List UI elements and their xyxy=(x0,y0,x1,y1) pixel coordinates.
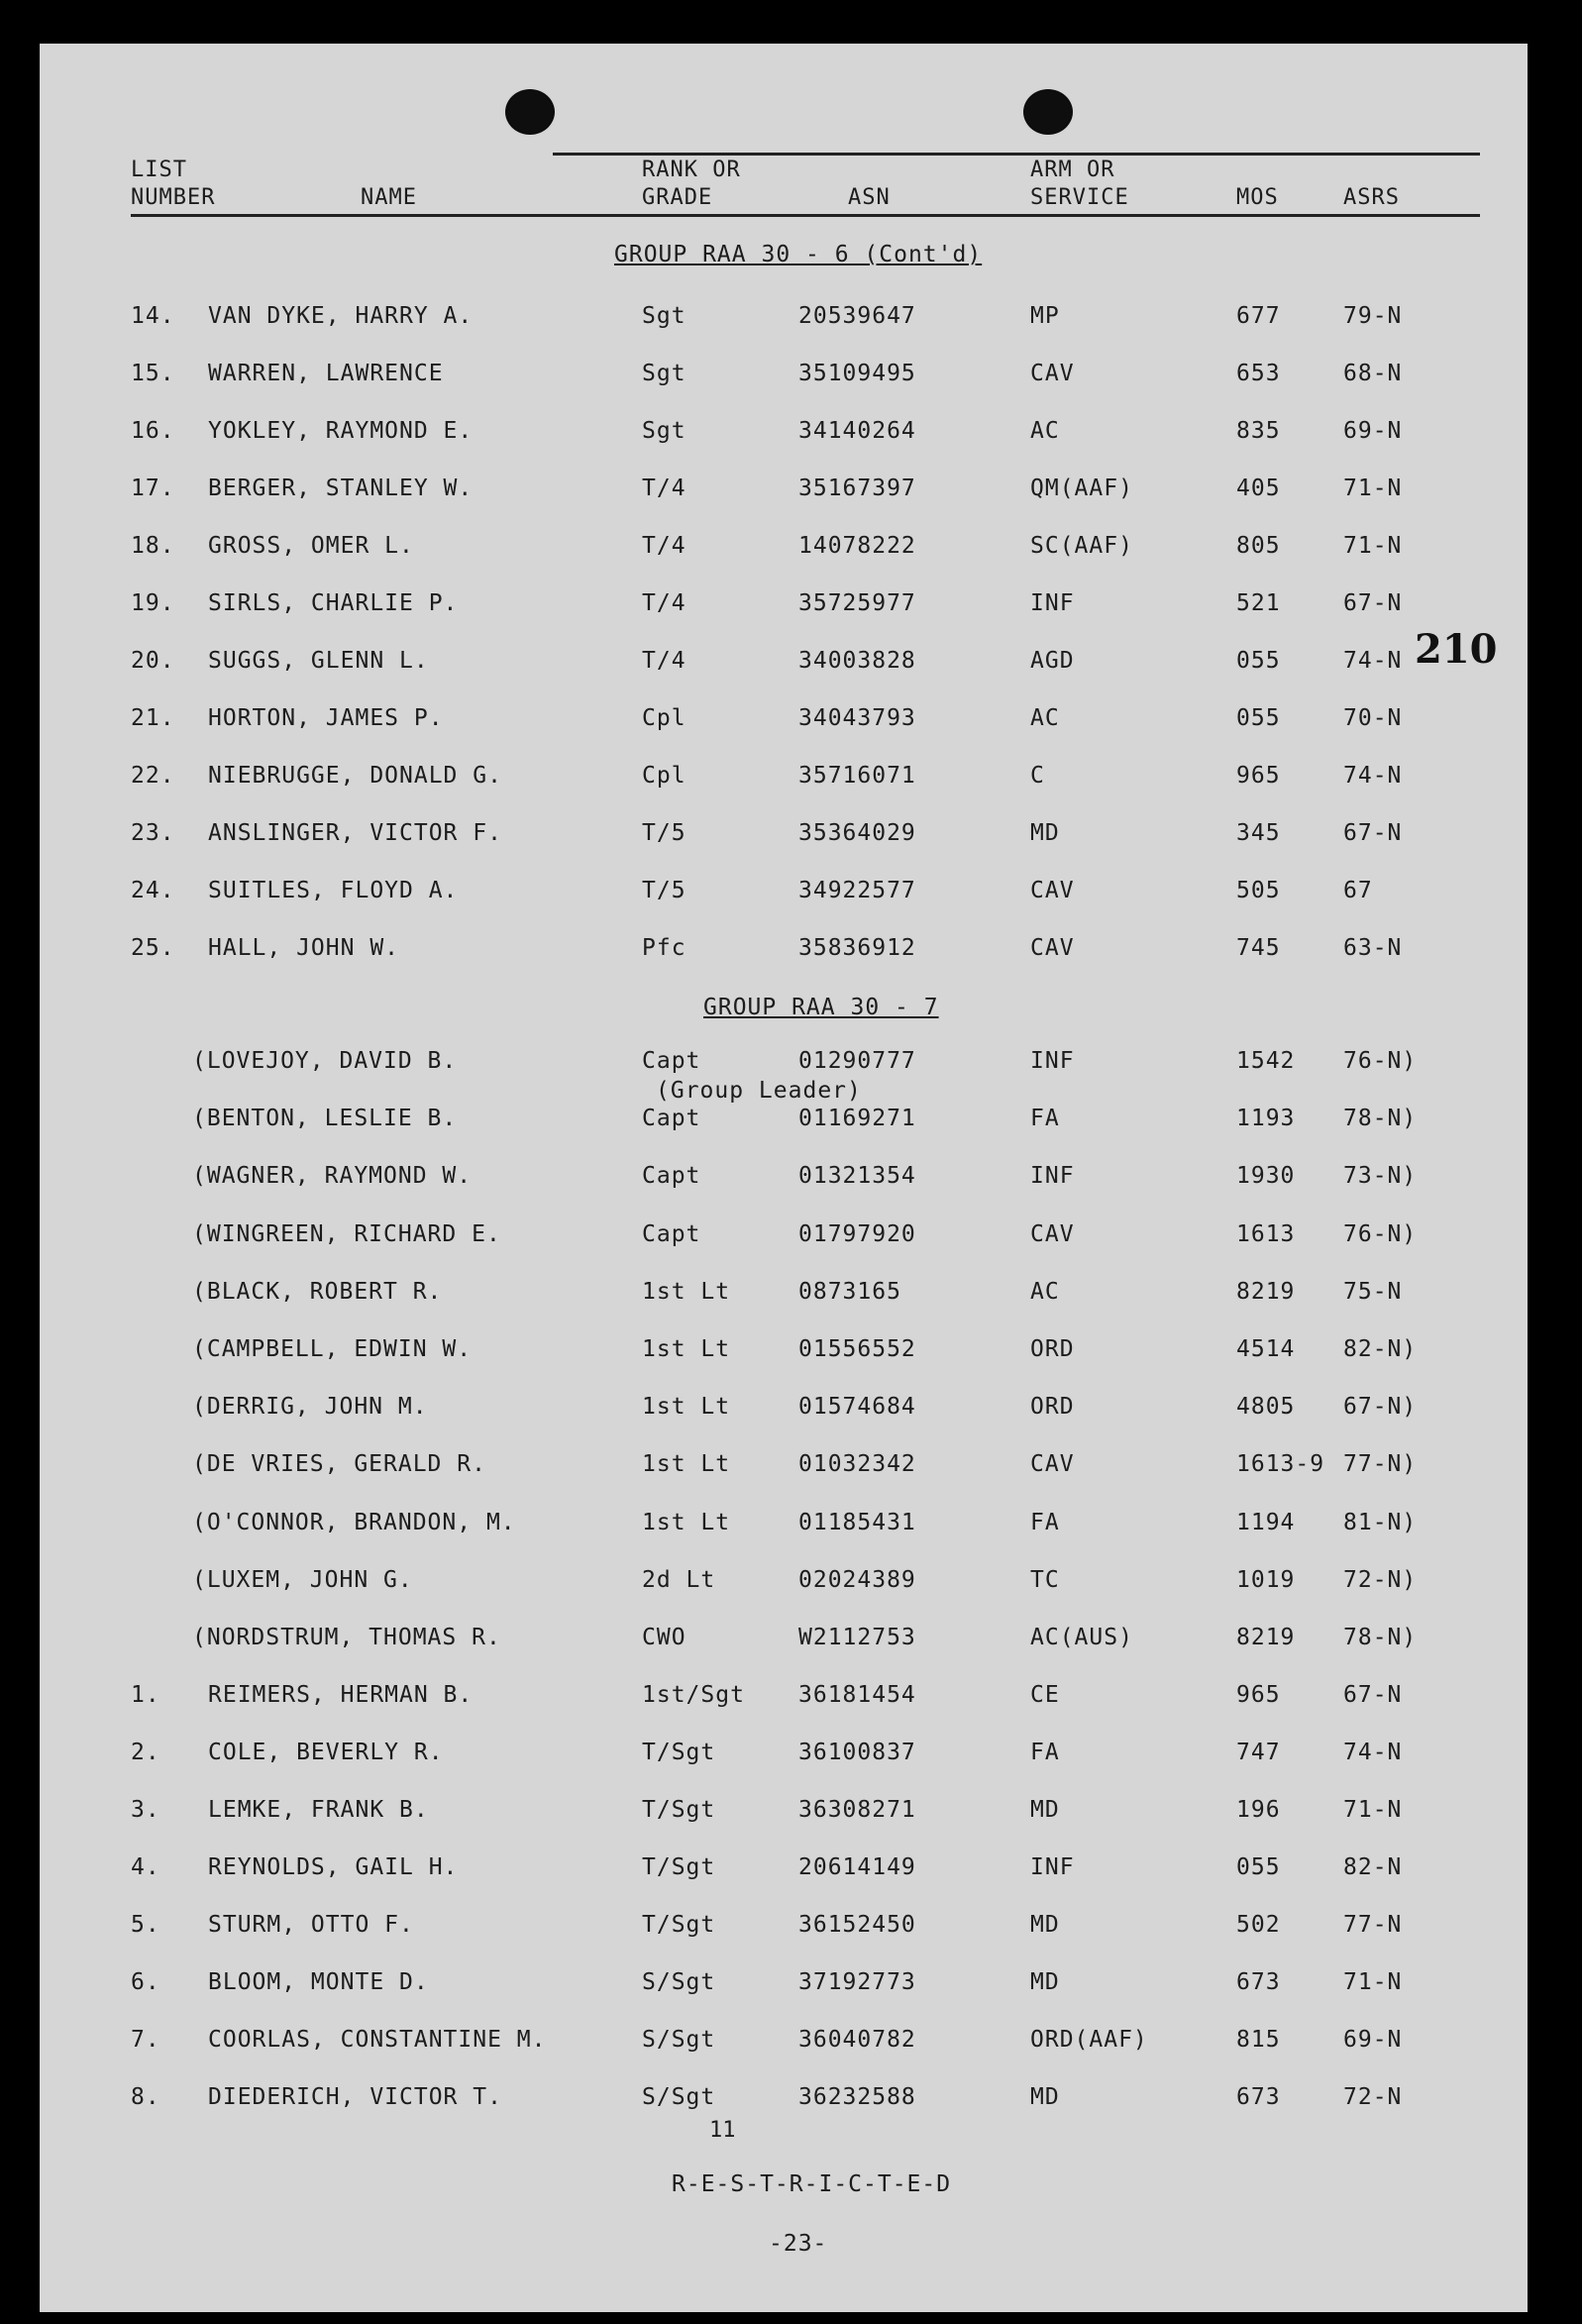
cell-asrs: 76-N) xyxy=(1343,1220,1418,1247)
cell-name: (WINGREEN, RICHARD E. xyxy=(192,1220,501,1247)
cell-name: BLOOM, MONTE D. xyxy=(208,1969,429,1995)
cell-arm: AGD xyxy=(1030,648,1075,674)
cell-asn: 02024389 xyxy=(798,1566,916,1593)
cell-rank: Cpl xyxy=(642,705,686,731)
cell-name: (DE VRIES, GERALD R. xyxy=(192,1451,486,1478)
cell-asrs: 67 xyxy=(1343,878,1373,903)
handwritten-mark: 11 xyxy=(709,2118,736,2143)
cell-rank: T/5 xyxy=(642,820,686,846)
cell-arm: CAV xyxy=(1030,878,1075,903)
table-row xyxy=(40,705,1528,745)
cell-asn: 36152450 xyxy=(798,1912,916,1938)
cell-mos: 055 xyxy=(1236,1854,1281,1880)
punch-hole xyxy=(1023,89,1073,135)
cell-num: 25. xyxy=(131,935,175,961)
cell-asn: 0873165 xyxy=(798,1278,901,1305)
cell-asn: 35364029 xyxy=(798,820,916,846)
header-asrs: ASRS xyxy=(1343,185,1400,210)
cell-asrs: 67-N) xyxy=(1343,1394,1418,1421)
cell-arm: C xyxy=(1030,763,1045,789)
cell-mos: 1194 xyxy=(1236,1509,1296,1535)
table-row xyxy=(40,1163,1528,1203)
cell-asrs: 71-N xyxy=(1343,1797,1403,1823)
cell-name: (NORDSTRUM, THOMAS R. xyxy=(192,1625,501,1650)
table-row xyxy=(40,1854,1528,1894)
cell-arm: MP xyxy=(1030,303,1060,329)
cell-asrs: 67-N xyxy=(1343,590,1403,616)
cell-asn: 35836912 xyxy=(798,935,916,961)
cell-asrs: 77-N) xyxy=(1343,1451,1418,1478)
table-row xyxy=(40,763,1528,802)
cell-name: DIEDERICH, VICTOR T. xyxy=(208,2084,502,2110)
cell-asrs: 71-N xyxy=(1343,533,1403,559)
table-row xyxy=(40,820,1528,860)
cell-rank: T/4 xyxy=(642,533,686,559)
header-rank: RANK OR GRADE xyxy=(642,158,741,210)
cell-name: (BENTON, LESLIE B. xyxy=(192,1106,458,1132)
cell-rank: T/Sgt xyxy=(642,1854,716,1880)
table-row xyxy=(40,878,1528,917)
group-title-raa-30-7: GROUP RAA 30 - 7 xyxy=(703,995,939,1020)
cell-asn: 01185431 xyxy=(798,1509,916,1535)
cell-rank: S/Sgt xyxy=(642,2084,716,2110)
table-row xyxy=(40,475,1528,515)
cell-rank: 1st Lt xyxy=(642,1336,731,1362)
cell-name: (LUXEM, JOHN G. xyxy=(192,1566,413,1593)
cell-rank: 1st Lt xyxy=(642,1278,731,1305)
document-page xyxy=(40,44,1528,2312)
cell-mos: 1613-9 xyxy=(1236,1451,1325,1478)
cell-mos: 745 xyxy=(1236,935,1281,961)
cell-rank: T/4 xyxy=(642,475,686,501)
cell-mos: 673 xyxy=(1236,2084,1281,2110)
cell-num: 19. xyxy=(131,590,175,616)
cell-asn: 35109495 xyxy=(798,361,916,386)
cell-asn: 37192773 xyxy=(798,1969,916,1995)
cell-num: 17. xyxy=(131,475,175,501)
cell-asrs: 72-N xyxy=(1343,2084,1403,2110)
table-row xyxy=(40,1912,1528,1952)
cell-arm: AC xyxy=(1030,1278,1060,1305)
table-row xyxy=(40,1279,1528,1319)
table-row xyxy=(40,418,1528,458)
cell-arm: INF xyxy=(1030,1048,1075,1074)
cell-asrs: 82-N xyxy=(1343,1854,1403,1880)
cell-rank: 1st Lt xyxy=(642,1394,731,1421)
cell-mos: 521 xyxy=(1236,590,1281,616)
cell-name: SUITLES, FLOYD A. xyxy=(208,878,459,903)
table-row xyxy=(40,1106,1528,1145)
cell-name: COLE, BEVERLY R. xyxy=(208,1740,444,1765)
cell-name: HORTON, JAMES P. xyxy=(208,705,444,731)
cell-asn: 34003828 xyxy=(798,648,916,674)
cell-rank: T/4 xyxy=(642,648,686,674)
cell-arm: AC xyxy=(1030,418,1060,444)
table-row xyxy=(40,935,1528,975)
cell-name: COORLAS, CONSTANTINE M. xyxy=(208,2027,547,2053)
cell-asrs: 78-N) xyxy=(1343,1106,1418,1132)
cell-name: REIMERS, HERMAN B. xyxy=(208,1682,474,1708)
table-row xyxy=(40,303,1528,343)
cell-rank: S/Sgt xyxy=(642,1969,716,1995)
cell-mos: 405 xyxy=(1236,475,1281,501)
cell-mos: 965 xyxy=(1236,763,1281,789)
cell-asn: W2112753 xyxy=(798,1625,916,1650)
cell-num: 14. xyxy=(131,303,175,329)
table-row xyxy=(40,1510,1528,1549)
cell-asn: 01032342 xyxy=(798,1451,916,1478)
cell-rank: 1st Lt xyxy=(642,1451,731,1478)
cell-arm: MD xyxy=(1030,1969,1060,1995)
cell-name: SIRLS, CHARLIE P. xyxy=(208,590,459,616)
cell-mos: 673 xyxy=(1236,1969,1281,1995)
cell-mos: 8219 xyxy=(1236,1278,1296,1305)
cell-asn: 34043793 xyxy=(798,705,916,731)
cell-asrs: 63-N xyxy=(1343,935,1403,961)
cell-asn: 01574684 xyxy=(798,1394,916,1421)
cell-num: 8. xyxy=(131,2084,160,2110)
cell-rank: Sgt xyxy=(642,361,686,386)
cell-asrs: 78-N) xyxy=(1343,1625,1418,1650)
cell-mos: 1613 xyxy=(1236,1220,1296,1247)
cell-arm: ORD xyxy=(1030,1394,1075,1421)
table-row xyxy=(40,1567,1528,1607)
cell-arm: FA xyxy=(1030,1740,1060,1765)
cell-name: (LOVEJOY, DAVID B. xyxy=(192,1048,458,1074)
cell-mos: 1542 xyxy=(1236,1048,1296,1074)
cell-arm: SC(AAF) xyxy=(1030,533,1133,559)
cell-name: GROSS, OMER L. xyxy=(208,533,414,559)
cell-mos: 8219 xyxy=(1236,1625,1296,1650)
table-row xyxy=(40,1625,1528,1664)
cell-arm: CAV xyxy=(1030,1220,1075,1247)
cell-arm: MD xyxy=(1030,1797,1060,1823)
cell-name: SUGGS, GLENN L. xyxy=(208,648,429,674)
cell-name: YOKLEY, RAYMOND E. xyxy=(208,418,474,444)
cell-asn: 35167397 xyxy=(798,475,916,501)
cell-asrs: 75-N xyxy=(1343,1278,1403,1305)
table-row xyxy=(40,1394,1528,1433)
table-row xyxy=(40,1969,1528,2009)
cell-arm: INF xyxy=(1030,590,1075,616)
cell-asrs: 67-N xyxy=(1343,1682,1403,1708)
cell-name: (WAGNER, RAYMOND W. xyxy=(192,1163,473,1190)
cell-arm: AC(AUS) xyxy=(1030,1625,1133,1650)
cell-arm: FA xyxy=(1030,1106,1060,1132)
cell-rank: T/4 xyxy=(642,590,686,616)
cell-arm: QM(AAF) xyxy=(1030,475,1133,501)
table-row xyxy=(40,2027,1528,2066)
cell-asn: 34140264 xyxy=(798,418,916,444)
cell-asrs: 68-N xyxy=(1343,361,1403,386)
cell-mos: 1193 xyxy=(1236,1106,1296,1132)
cell-arm: ORD xyxy=(1030,1336,1075,1362)
cell-num: 3. xyxy=(131,1797,160,1823)
cell-num: 1. xyxy=(131,1682,160,1708)
cell-mos: 055 xyxy=(1236,705,1281,731)
cell-rank: Capt xyxy=(642,1163,701,1190)
cell-name: (O'CONNOR, BRANDON, M. xyxy=(192,1509,516,1535)
cell-asn: 36181454 xyxy=(798,1682,916,1708)
cell-rank: T/Sgt xyxy=(642,1912,716,1938)
cell-asn: 35716071 xyxy=(798,763,916,789)
header-top-rule xyxy=(553,153,1480,156)
cell-asn: 01169271 xyxy=(798,1106,916,1132)
cell-asn: 34922577 xyxy=(798,878,916,903)
cell-rank: Cpl xyxy=(642,763,686,789)
cell-asn: 36232588 xyxy=(798,2084,916,2110)
table-row xyxy=(40,1221,1528,1261)
cell-rank: 1st Lt xyxy=(642,1509,731,1535)
cell-mos: 055 xyxy=(1236,648,1281,674)
cell-name: (DERRIG, JOHN M. xyxy=(192,1394,428,1421)
table-row xyxy=(40,2084,1528,2124)
cell-arm: MD xyxy=(1030,2084,1060,2110)
cell-arm: AC xyxy=(1030,705,1060,731)
cell-mos: 4805 xyxy=(1236,1394,1296,1421)
table-row xyxy=(40,1797,1528,1837)
cell-mos: 653 xyxy=(1236,361,1281,386)
cell-name: LEMKE, FRANK B. xyxy=(208,1797,429,1823)
table-row xyxy=(40,1336,1528,1376)
cell-name: BERGER, STANLEY W. xyxy=(208,475,474,501)
cell-num: 4. xyxy=(131,1854,160,1880)
cell-asn: 20614149 xyxy=(798,1854,916,1880)
cell-rank: 2d Lt xyxy=(642,1566,716,1593)
table-row xyxy=(40,1451,1528,1491)
cell-rank: S/Sgt xyxy=(642,2027,716,2053)
cell-arm: INF xyxy=(1030,1163,1075,1190)
cell-mos: 1930 xyxy=(1236,1163,1296,1190)
cell-num: 15. xyxy=(131,361,175,386)
cell-asrs: 71-N xyxy=(1343,1969,1403,1995)
cell-rank: T/5 xyxy=(642,878,686,903)
cell-mos: 677 xyxy=(1236,303,1281,329)
table-row xyxy=(40,361,1528,400)
cell-rank: T/Sgt xyxy=(642,1740,716,1765)
page-number: -23- xyxy=(769,2231,828,2257)
header-bottom-rule xyxy=(131,214,1480,217)
header-name: NAME xyxy=(361,185,417,210)
cell-num: 24. xyxy=(131,878,175,903)
cell-mos: 805 xyxy=(1236,533,1281,559)
cell-rank: T/Sgt xyxy=(642,1797,716,1823)
cell-asn: 36308271 xyxy=(798,1797,916,1823)
cell-name: REYNOLDS, GAIL H. xyxy=(208,1854,459,1880)
cell-num: 18. xyxy=(131,533,175,559)
header-asn: ASN xyxy=(848,185,891,210)
cell-asrs: 72-N) xyxy=(1343,1566,1418,1593)
cell-name: WARREN, LAWRENCE xyxy=(208,361,444,386)
table-row xyxy=(40,1740,1528,1779)
cell-arm: CAV xyxy=(1030,1451,1075,1478)
cell-num: 21. xyxy=(131,705,175,731)
cell-arm: TC xyxy=(1030,1566,1060,1593)
restricted-footer: R-E-S-T-R-I-C-T-E-D xyxy=(672,2171,952,2197)
cell-asrs: 77-N xyxy=(1343,1912,1403,1938)
cell-name: (BLACK, ROBERT R. xyxy=(192,1278,443,1305)
cell-asrs: 74-N xyxy=(1343,648,1403,674)
cell-name: STURM, OTTO F. xyxy=(208,1912,414,1938)
cell-asrs: 79-N xyxy=(1343,303,1403,329)
cell-asrs: 69-N xyxy=(1343,2027,1403,2053)
cell-name: VAN DYKE, HARRY A. xyxy=(208,303,474,329)
cell-rank: Sgt xyxy=(642,418,686,444)
cell-rank: Sgt xyxy=(642,303,686,329)
cell-name: HALL, JOHN W. xyxy=(208,935,400,961)
cell-mos: 196 xyxy=(1236,1797,1281,1823)
cell-arm: CAV xyxy=(1030,935,1075,961)
cell-asrs: 74-N xyxy=(1343,1740,1403,1765)
group-leader-note: (Group Leader) xyxy=(656,1078,862,1104)
header-mos: MOS xyxy=(1236,185,1279,210)
cell-name: (CAMPBELL, EDWIN W. xyxy=(192,1336,473,1362)
cell-arm: CE xyxy=(1030,1682,1060,1708)
cell-asrs: 81-N) xyxy=(1343,1509,1418,1535)
cell-mos: 502 xyxy=(1236,1912,1281,1938)
cell-asrs: 70-N xyxy=(1343,705,1403,731)
cell-arm: INF xyxy=(1030,1854,1075,1880)
cell-num: 7. xyxy=(131,2027,160,2053)
cell-rank: Pfc xyxy=(642,935,686,961)
punch-hole xyxy=(505,89,555,135)
header-list-number: LIST NUMBER xyxy=(131,158,216,210)
cell-name: ANSLINGER, VICTOR F. xyxy=(208,820,502,846)
cell-mos: 345 xyxy=(1236,820,1281,846)
table-row xyxy=(40,533,1528,573)
cell-num: 20. xyxy=(131,648,175,674)
cell-asrs: 74-N xyxy=(1343,763,1403,789)
cell-asn: 01290777 xyxy=(798,1048,916,1074)
cell-num: 16. xyxy=(131,418,175,444)
cell-asn: 01797920 xyxy=(798,1220,916,1247)
table-row xyxy=(40,648,1528,687)
cell-mos: 4514 xyxy=(1236,1336,1296,1362)
cell-mos: 815 xyxy=(1236,2027,1281,2053)
cell-asn: 20539647 xyxy=(798,303,916,329)
cell-mos: 505 xyxy=(1236,878,1281,903)
cell-rank: 1st/Sgt xyxy=(642,1682,745,1708)
cell-asrs: 82-N) xyxy=(1343,1336,1418,1362)
cell-asn: 01321354 xyxy=(798,1163,916,1190)
cell-rank: Capt xyxy=(642,1220,701,1247)
cell-asrs: 71-N xyxy=(1343,475,1403,501)
cell-arm: FA xyxy=(1030,1509,1060,1535)
cell-mos: 835 xyxy=(1236,418,1281,444)
cell-num: 2. xyxy=(131,1740,160,1765)
table-row xyxy=(40,1682,1528,1722)
cell-asn: 14078222 xyxy=(798,533,916,559)
header-arm: ARM OR SERVICE xyxy=(1030,158,1129,210)
table-row xyxy=(40,590,1528,630)
group-title-raa-30-6: GROUP RAA 30 - 6 (Cont'd) xyxy=(614,242,983,267)
cell-asrs: 73-N) xyxy=(1343,1163,1418,1190)
cell-num: 6. xyxy=(131,1969,160,1995)
cell-arm: MD xyxy=(1030,1912,1060,1938)
cell-name: NIEBRUGGE, DONALD G. xyxy=(208,763,502,789)
cell-asrs: 76-N) xyxy=(1343,1048,1418,1074)
cell-arm: MD xyxy=(1030,820,1060,846)
cell-asrs: 69-N xyxy=(1343,418,1403,444)
cell-asn: 36040782 xyxy=(798,2027,916,2053)
page-stamp: 210 xyxy=(1415,626,1498,673)
cell-arm: CAV xyxy=(1030,361,1075,386)
cell-rank: Capt xyxy=(642,1048,701,1074)
cell-rank: Capt xyxy=(642,1106,701,1132)
cell-asn: 35725977 xyxy=(798,590,916,616)
cell-asn: 01556552 xyxy=(798,1336,916,1362)
cell-asn: 36100837 xyxy=(798,1740,916,1765)
cell-arm: ORD(AAF) xyxy=(1030,2027,1148,2053)
cell-num: 5. xyxy=(131,1912,160,1938)
cell-num: 22. xyxy=(131,763,175,789)
cell-mos: 1019 xyxy=(1236,1566,1296,1593)
cell-rank: CWO xyxy=(642,1625,686,1650)
cell-mos: 747 xyxy=(1236,1740,1281,1765)
cell-mos: 965 xyxy=(1236,1682,1281,1708)
cell-num: 23. xyxy=(131,820,175,846)
cell-asrs: 67-N xyxy=(1343,820,1403,846)
